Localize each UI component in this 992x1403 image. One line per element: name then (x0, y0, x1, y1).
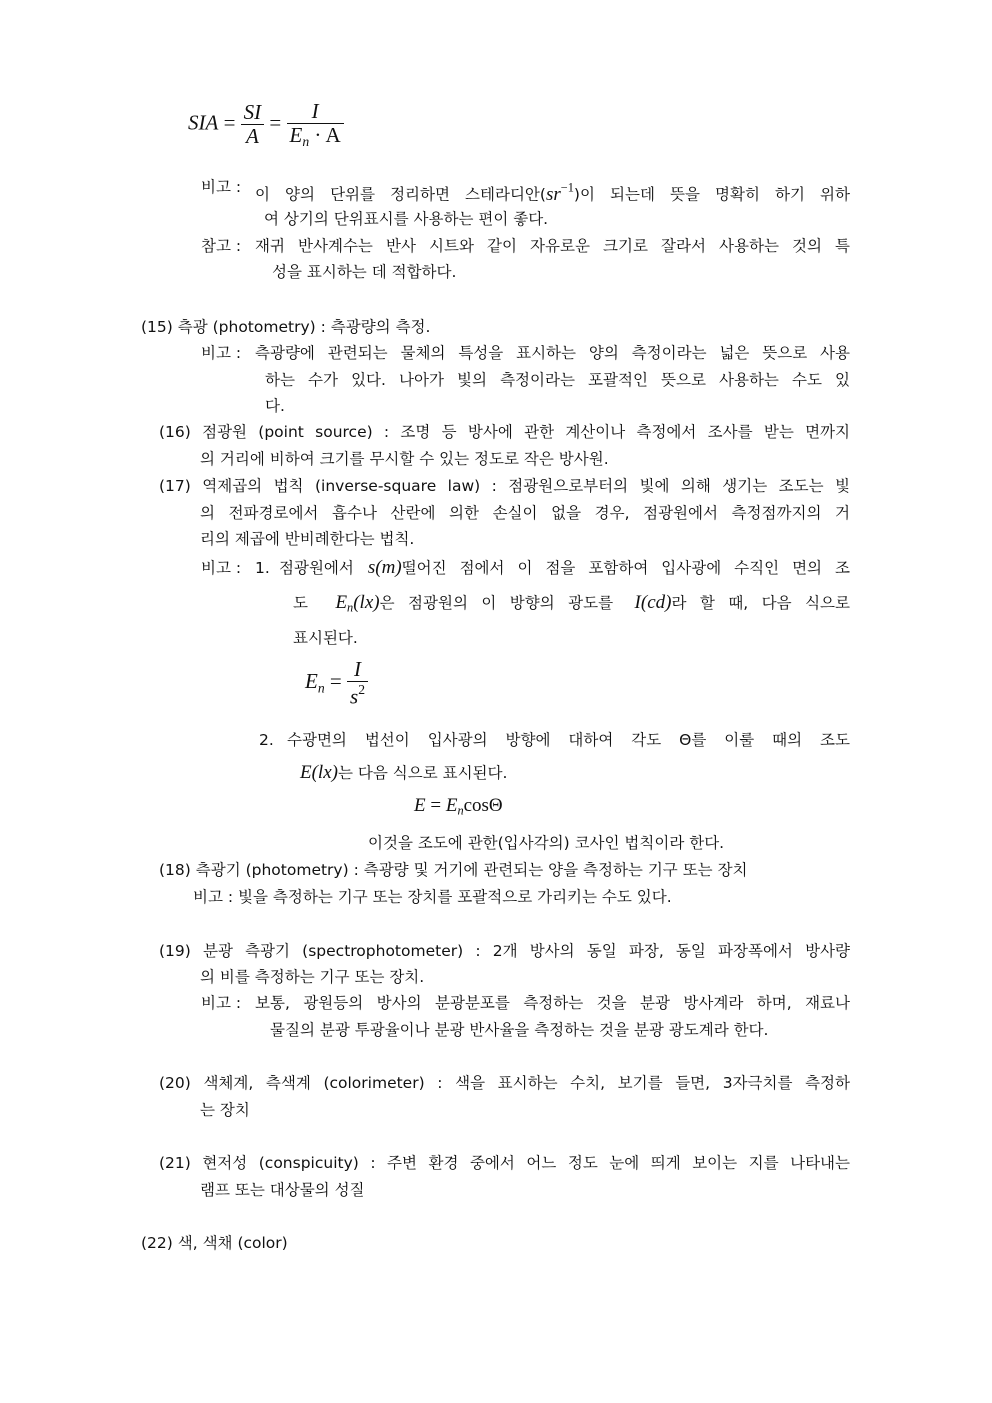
item-19-note-label: 비고 : (201, 994, 242, 1012)
item-18-line-1: (18) 측광기 (photometry) : 측광량 및 거기에 관련되는 양을 측정하는 기구 또는 장치 (159, 861, 748, 879)
unit-sr: $sr^{-1}$ (545, 180, 574, 205)
formula-sia-lhs: SIA (188, 110, 219, 135)
item-19-note-line-1: 보통, 광원등의 방사의 분광분포를 측정하는 것을 분광 방사계라 하며, 재료나 (255, 994, 850, 1012)
item-17-line-3: 리의 제곱에 반비례한다는 법칙. (200, 530, 415, 548)
item-20-line-1: (20) 색체계, 측색계 (colorimeter) : 색을 표시하는 수치, 보기를 들면, 3자극치를 측정하 (159, 1074, 850, 1092)
item-17-note-1-number: 1. (255, 559, 270, 577)
item-17-note-1-line-2: 도 $E_n(lx)$은 점광원의 이 방향의 광도를 I(cd)라 할 때, 다음 식으로 (293, 592, 850, 615)
item-16-line-2: 의 거리에 비하여 크기를 무시할 수 있는 정도로 작은 방사원. (200, 450, 609, 468)
item-18-note: 비고 : 빛을 측정하는 기구 또는 장치를 포괄적으로 가리키는 수도 있다. (193, 888, 672, 906)
item-17-line-1: (17) 역제곱의 법칙 (inverse-square law) : 점광원으로부터의 빛에 의해 생기는 조도는 빛 (159, 477, 850, 495)
ref-sia-line-2: 성을 표시하는 데 적합하다. (272, 263, 457, 281)
ref-sia-line-1: 재귀 반사계수는 반사 시트와 같이 자유로운 크기로 잘라서 사용하는 것의 특 (255, 237, 850, 255)
item-19-line-2: 의 비를 측정하는 기구 또는 장치. (200, 968, 425, 986)
item-20-line-2: 는 장치 (200, 1101, 250, 1119)
item-15-note-label: 비고 : (201, 344, 242, 362)
item-15-note-line-3: 다. (265, 397, 285, 415)
note-sia-line-1: 이 양의 단위를 정리하면 스테라디안$(sr^{-1})$이 되는데 뜻을 명확히 하기 위하 (255, 180, 850, 205)
item-21-line-1: (21) 현저성 (conspicuity) : 주변 환경 중에서 어느 정도 눈에 띄게 보이는 지를 나타내는 (159, 1154, 850, 1172)
formula-sia-fraction-2: $\frac{I}{E_n \cdot A}$ (287, 100, 344, 149)
item-17-cosine-law-note: 이것을 조도에 관한(입사각의) 코사인 법칙이라 한다. (368, 834, 725, 852)
item-17-note-1-line-3: 표시된다. (293, 629, 358, 647)
item-15-note-line-2: 하는 수가 있다. 나아가 빛의 측정이라는 포괄적인 뜻으로 사용하는 수도 있 (265, 371, 850, 389)
item-17-note-2-line-2: E(lx)는 다음 식으로 표시된다. (300, 762, 508, 783)
formula-inverse-square: $E_n$ = $\frac{I}{s^2}$ (305, 658, 368, 709)
formula-cosine-law: $E = E_n\cos\Theta$ (414, 795, 503, 818)
item-17-note-1-line-1: 점광원에서 s(m)떨어진 점에서 이 점을 포함하여 입사광에 수직인 면의 조 (279, 557, 850, 578)
item-22-heading: (22) 색, 색채 (color) (141, 1234, 288, 1252)
item-17-line-2: 의 전파경로에서 흡수나 산란에 의한 손실이 없을 경우, 점광원에서 측정점까지의 거 (200, 504, 850, 522)
item-17-note-label: 비고 : (201, 559, 242, 577)
note-sia-label: 비고 : (201, 178, 242, 196)
item-17-note-2-line-1: 수광면의 법선이 입사광의 방향에 대하여 각도 Θ를 이룰 때의 조도 (287, 731, 850, 749)
item-19-line-1: (19) 분광 측광기 (spectrophotometer) : 2개 방사의 동일 파장, 동일 파장폭에서 방사량 (159, 942, 850, 960)
item-21-line-2: 램프 또는 대상물의 성질 (200, 1181, 365, 1199)
formula-inverse-square-fraction: $\frac{I}{s^2}$ (347, 658, 368, 709)
item-19-note-line-2: 물질의 분광 투광율이나 분광 반사율을 측정하는 것을 분광 광도계라 한다. (270, 1021, 769, 1039)
item-16-line-1: (16) 점광원 (point source) : 조명 등 방사에 관한 계산이나 측정에서 조사를 받는 면까지 (159, 423, 850, 441)
item-15-heading: (15) 측광 (photometry) : 측광량의 측정. (141, 318, 431, 336)
note-sia-line-2: 여 상기의 단위표시를 사용하는 편이 좋다. (264, 210, 549, 228)
formula-sia-fraction-1: $\frac{SI}{A}$ (241, 101, 265, 148)
item-17-note-2-number: 2. (259, 731, 274, 749)
item-15-note-line-1: 측광량에 관련되는 물체의 특성을 표시하는 양의 측정이라는 넓은 뜻으로 사용 (255, 344, 850, 362)
formula-sia: SIA = $\frac{SI}{A}$ = $\frac{I}{E_n \cdot A}$ (188, 100, 344, 149)
ref-sia-label: 참고 : (201, 237, 242, 255)
